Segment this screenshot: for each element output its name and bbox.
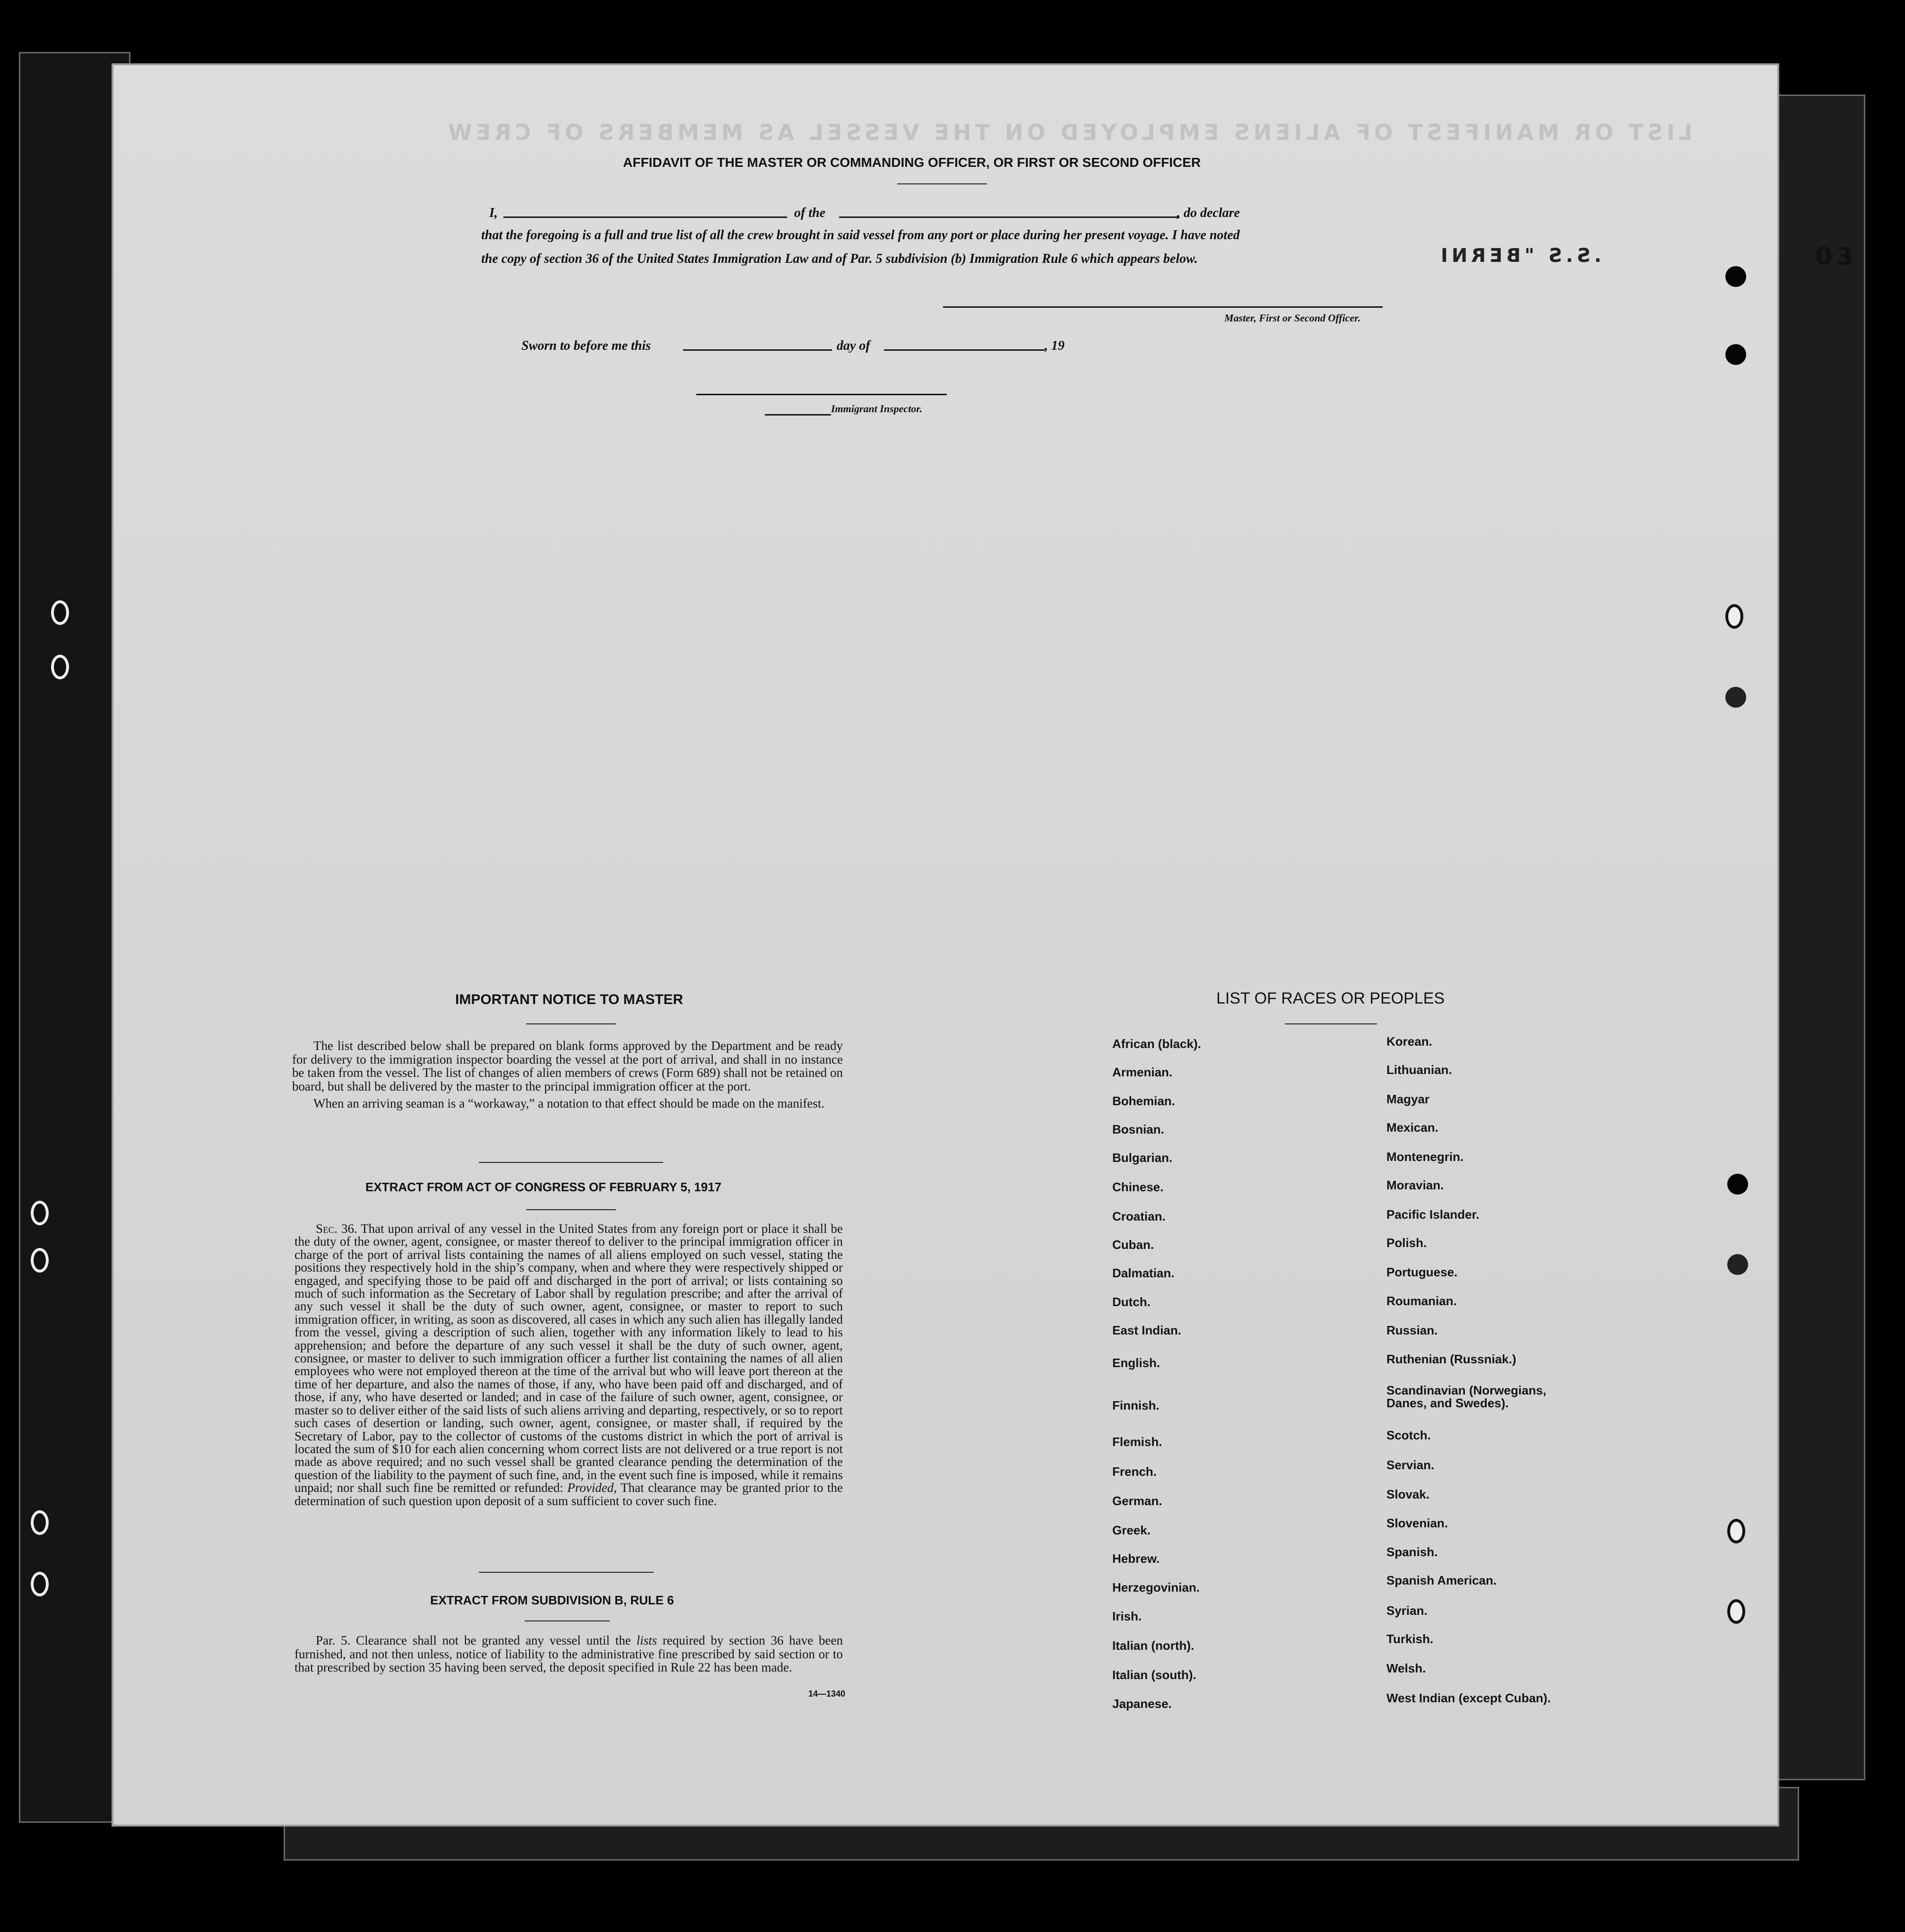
bleed-through-number: 03 — [1815, 243, 1857, 271]
punch-hole-1 — [1725, 266, 1746, 287]
affidavit-declare-text: , do declare — [1177, 206, 1240, 220]
race-item-right: Moravian. — [1386, 1178, 1444, 1192]
race-item-left: Dutch. — [1112, 1295, 1151, 1309]
rule-extract-body — [294, 1634, 843, 1674]
race-item-right: Ruthenian (Russniak.) — [1386, 1352, 1516, 1366]
punch-hole-3 — [1725, 604, 1743, 629]
punch-hole-2 — [1725, 344, 1746, 365]
affidavit-declarant-label: I, — [489, 206, 498, 220]
race-item-left: Italian (south). — [1112, 1668, 1196, 1682]
race-item-left: Hebrew. — [1112, 1551, 1160, 1566]
races-title: LIST OF RACES OR PEOPLES — [1216, 989, 1445, 1007]
race-item-left: Bosnian. — [1112, 1122, 1164, 1136]
race-item-right: Welsh. — [1386, 1661, 1426, 1675]
rule-text-a: Par. 5. Clearance shall not be granted any vessel until the — [316, 1633, 631, 1647]
notice-title: IMPORTANT NOTICE TO MASTER — [455, 992, 684, 1007]
race-item-right: Servian. — [1386, 1458, 1435, 1472]
punch-hole-6 — [1727, 1254, 1748, 1275]
form-number: 14—1340 — [808, 1689, 846, 1698]
binder-hole-left-4 — [31, 1248, 49, 1273]
race-item-left: French. — [1112, 1464, 1157, 1479]
officer-signature-caption: Master, First or Second Officer. — [1224, 312, 1361, 324]
punch-hole-4 — [1725, 687, 1746, 708]
race-item-left: Armenian. — [1112, 1065, 1173, 1079]
act-extract-body — [294, 1222, 843, 1507]
race-item-right: Montenegrin. — [1386, 1150, 1464, 1164]
punch-hole-5 — [1727, 1174, 1748, 1195]
race-item-left: Bohemian. — [1112, 1094, 1175, 1108]
race-item-left: Italian (north). — [1112, 1638, 1195, 1653]
act-extract-title: EXTRACT FROM ACT OF CONGRESS OF FEBRUARY 5, 1917 — [365, 1180, 722, 1194]
act-proviso-label: Provided, — [567, 1481, 617, 1495]
inspector-caption: Immigrant Inspector. — [831, 403, 923, 415]
affidavit-vessel-label: of the — [794, 206, 826, 220]
rule-text-b: required by section 36 have been furnished, and not then unless, notice of liability to the administrative fine prescribed by said section or to that prescribed by section 35 having been served, the deposit specified in Rule 22 has been made. — [294, 1633, 843, 1674]
affidavit-line-2: that the foregoing is a full and true list of all the crew brought in said vessel from any port or place during her present voyage. I have noted — [481, 228, 1240, 243]
race-item-left: Irish. — [1112, 1609, 1142, 1623]
race-item-left: Chinese. — [1112, 1180, 1164, 1194]
race-item-right: Slovenian. — [1386, 1516, 1448, 1530]
binder-hole-left-5 — [31, 1510, 49, 1535]
race-item-left: Herzegovinian. — [1112, 1580, 1200, 1594]
race-item-right: Pacific Islander. — [1386, 1207, 1480, 1222]
notice-body — [292, 1039, 843, 1110]
races-title-rule — [1285, 1023, 1377, 1024]
race-item-right: Spanish American. — [1386, 1573, 1497, 1587]
race-item-left: German. — [1112, 1494, 1162, 1508]
race-item-right: Roumanian. — [1386, 1294, 1457, 1308]
punch-hole-7 — [1727, 1519, 1745, 1543]
binder-hole-left-2 — [51, 655, 69, 679]
race-item-right: Korean. — [1386, 1034, 1432, 1048]
notice-separator — [479, 1162, 663, 1163]
notice-paragraph-1: The list described below shall be prepared on blank forms approved by the Department and be ready for delivery to the immigration inspector boarding the vessel at the port of arrival, and shall in no instance be taken from the vessel. The list of changes of alien members of crews (Form 689) shall not be retained on board, but shall be delivered by the master to the principal immigration officer at the port. — [292, 1039, 843, 1093]
race-item-left: Croatian. — [1112, 1209, 1166, 1223]
act-extract-separator — [479, 1572, 654, 1573]
punch-hole-8 — [1727, 1599, 1745, 1624]
race-item-left: African (black). — [1112, 1037, 1201, 1051]
rule-extract-title: EXTRACT FROM SUBDIVISION B, RULE 6 — [430, 1593, 674, 1607]
race-item-left: Bulgarian. — [1112, 1151, 1173, 1165]
inspector-caption-rule — [765, 414, 831, 416]
race-item-right: Magyar — [1386, 1092, 1430, 1106]
sworn-month-field[interactable] — [884, 349, 1045, 351]
race-item-right: Scandinavian (Norwegians, Danes, and Swedes). — [1386, 1383, 1547, 1410]
race-item-left: Cuban. — [1112, 1238, 1154, 1252]
sworn-day-field[interactable] — [683, 349, 832, 351]
race-item-left: Greek. — [1112, 1523, 1151, 1537]
bleed-through-name: .S.S "BERNI — [1437, 245, 1602, 267]
race-item-left: East Indian. — [1112, 1323, 1181, 1337]
race-item-right: Mexican. — [1386, 1120, 1438, 1135]
vessel-name-field[interactable] — [839, 217, 1179, 218]
bleed-through-header: LIST OR MANIFEST OF ALIENS EMPLOYED ON THE VESSEL AS MEMBERS OF CREW — [444, 120, 1693, 145]
document-sheet — [113, 65, 1857, 1825]
race-item-right: Lithuanian. — [1386, 1063, 1452, 1077]
race-item-right: Spanish. — [1386, 1545, 1438, 1559]
binder-hole-left-3 — [31, 1201, 49, 1225]
rule-extract-title-rule — [525, 1620, 610, 1621]
binder-hole-left-1 — [51, 600, 69, 625]
affidavit-title: AFFIDAVIT OF THE MASTER OR COMMANDING OFFICER, OR FIRST OR SECOND OFFICER — [623, 155, 1201, 170]
race-item-left: Flemish. — [1112, 1435, 1162, 1449]
sworn-year-label: , 19 — [1045, 338, 1065, 353]
race-item-right: Polish. — [1386, 1236, 1427, 1250]
race-item-right: Russian. — [1386, 1323, 1438, 1337]
race-item-right: Syrian. — [1386, 1603, 1428, 1618]
declarant-name-field[interactable] — [503, 217, 787, 218]
rule-text-lists: lists — [636, 1633, 657, 1647]
act-extract-title-rule — [526, 1209, 616, 1210]
notice-paragraph-2: When an arriving seaman is a “workaway,” a notation to that effect should be made on the manifest. — [313, 1096, 825, 1110]
binder-hole-left-6 — [31, 1572, 49, 1596]
back-page-right — [1768, 95, 1865, 1780]
sworn-label: Sworn to before me this — [521, 338, 651, 353]
inspector-signature-field[interactable] — [696, 394, 947, 395]
officer-signature-field[interactable] — [943, 306, 1383, 308]
race-item-right: Portuguese. — [1386, 1265, 1458, 1279]
sworn-day-label: day of — [837, 338, 870, 353]
affidavit-line-3: the copy of section 36 of the United States Immigration Law and of Par. 5 subdivision (b) Immigration Rule 6 which appears below. — [481, 251, 1198, 266]
race-item-right: Turkish. — [1386, 1632, 1434, 1646]
race-item-left: Finnish. — [1112, 1398, 1160, 1412]
race-item-left: Japanese. — [1112, 1697, 1172, 1711]
race-item-right: West Indian (except Cuban). — [1386, 1691, 1551, 1705]
race-item-left: English. — [1112, 1356, 1160, 1370]
race-item-right: Slovak. — [1386, 1487, 1430, 1501]
act-proviso-text: That clearance may be granted prior to the determination of such question upon deposit of a sum sufficient to cover such fine. — [294, 1481, 843, 1508]
notice-title-rule — [526, 1023, 616, 1024]
act-section-text: That upon arrival of any vessel in the United States from any foreign port or place it shall be the duty of the owner, agent, consignee, or master thereof to deliver to the principal immigration officer in charge of the port of arrival lists containing the names of all aliens employed on such vessel, stating the positions they respectively hold in the ship’s company, when and where they were respectively shipped or engaged, and specifying those to be paid off and discharged in the port of arrival; or lists containing so much of such information as the Secretary of Labor shall by regulation prescribe; and after the arrival of any such vessel it shall be the duty of such owner, agent, consignee, or master to report to such immigration officer, in writing, as soon as discovered, all cases in which any such alien has illegally landed from the vessel, giving a description of such alien, together with any information likely to lead to his apprehension; and before the departure of any such vessel it shall be the duty of such owner, agent, consignee, or master to deliver to such immigration officer a further list containing the names of all alien employees who were not employed thereon at the time of the arrival but who will leave port thereon at the time of her departure, and also the names of those, if any, who have been paid off and discharged, and of those, if any, who have deserted or landed; and in case of the failure of such owner, agent, consignee, or master so to deliver either of the said lists of such aliens arriving and departing, respectively, or so to report such cases of desertion or landing, such owner, agent, consignee, or master shall, if required by the Secretary of Labor, pay to the collector of customs of the customs district in which the port of arrival is located the sum of $10 for each alien concerning whom correct lists are not delivered or a true report is not made as above required; and no such vessel shall be granted clearance pending the determination of the question of the liability to the payment of such fine, and, in the event such fine is imposed, while it remains unpaid; nor shall such fine be remitted or refunded: — [294, 1222, 843, 1495]
race-item-left: Dalmatian. — [1112, 1266, 1175, 1280]
race-item-right: Scotch. — [1386, 1428, 1431, 1442]
act-section-label: Sec. 36. — [316, 1222, 357, 1236]
affidavit-title-rule — [897, 183, 987, 184]
